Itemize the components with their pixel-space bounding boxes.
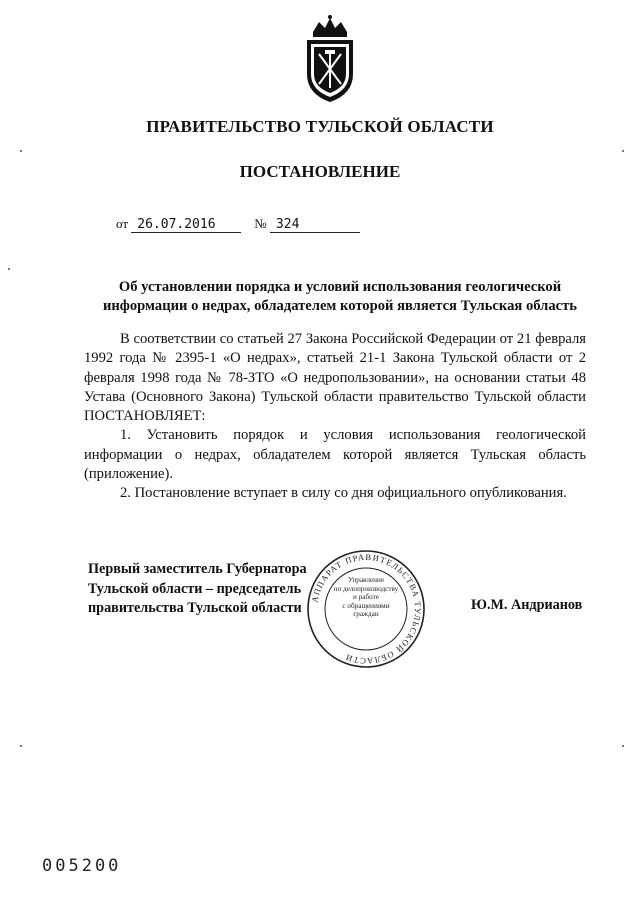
document-type: ПОСТАНОВЛЕНИЕ [239,162,401,181]
preamble-paragraph: В соответствии со статьей 27 Закона Российской Федерации от 21 февраля 1992 года № 2395-1 «О недрах», статьей 21-1 Закона Тульской области от 2 февраля 1998 года № 78-ЗТО «О недропользовании», на основании статьи 48 Устава (Основного Закона) Тульской области правительство Тульской области ПОСТАНОВЛЯЕТ: [84,331,586,425]
signer-position-line: Тульской области – председатель [88,580,302,597]
dateline [116,216,360,233]
number-label: № [254,216,267,231]
registration-number: 005200 [42,856,122,876]
body-text [84,330,586,504]
scan-speck [622,150,624,152]
scan-speck [8,268,10,270]
stamp-inner-text [318,576,414,619]
signer-position-line: Первый заместитель Губернатора [88,561,307,577]
signer-position-line: правительства Тульской области [88,600,302,617]
organization-title: ПРАВИТЕЛЬСТВО ТУЛЬСКОЙ ОБЛАСТИ [146,117,494,136]
scan-speck [20,150,22,152]
scan-speck [622,745,624,747]
coat-of-arms-icon [299,14,361,106]
stamp-line: с обращениями [342,601,390,610]
scan-speck [20,745,22,747]
stamp-line: Управление [347,576,385,584]
number-value: 324 [270,218,360,233]
stamp-line: и работе [353,593,379,602]
document-heading: Об установлении порядка и условий использования геологической информации о недрах, обладателем которой является Тульская область [102,279,578,314]
stamp-line: граждан [353,610,379,619]
clause-1-paragraph: 1. Установить порядок и условия использования геологической информации о недрах, обладателем которой является Тульская область (приложение). [84,427,586,483]
clause-2-paragraph: 2. Постановление вступает в силу со дня официального опубликования. [120,485,567,502]
date-value: 26.07.2016 [131,218,241,233]
stamp-line: по делопроизводству [333,584,399,593]
stamp-outer-text: АППАРАТ ПРАВИТЕЛЬСТВА ТУЛЬСКОЙ ОБЛАСТИ [309,551,424,667]
date-label: от [116,216,129,231]
signer-position [88,560,307,619]
signer-name: Ю.М. Андрианов [471,597,583,613]
